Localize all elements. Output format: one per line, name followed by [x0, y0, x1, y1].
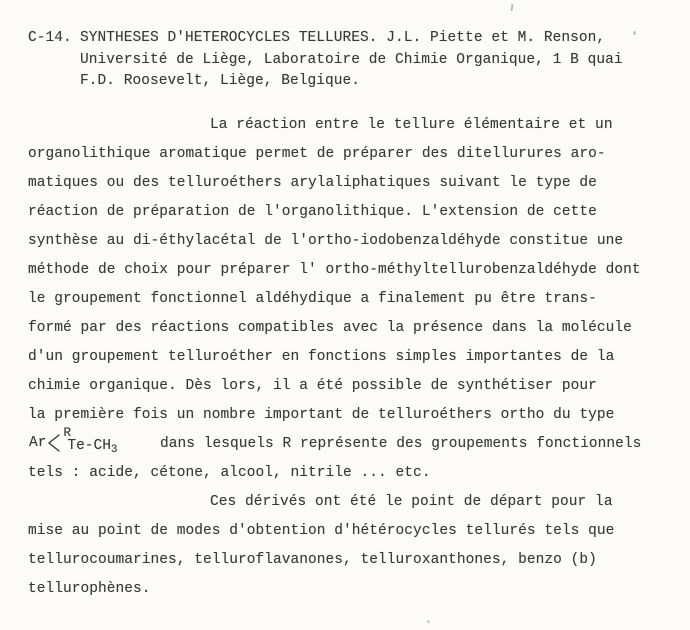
formula-branches — [62, 426, 117, 458]
body-line: chimie organique. Dès lors, il a été possible de synthétiser pour — [28, 378, 597, 394]
branch-bracket-icon — [47, 431, 61, 455]
telluro-subscript: 3 — [110, 444, 118, 456]
body-line: tellurophènes. — [28, 581, 151, 597]
entry-number: C-14. — [28, 30, 72, 46]
aryl-label: Ar — [29, 435, 47, 451]
scan-speckle — [510, 4, 513, 11]
body-line: dans lesquels R représente des groupements fonctionnels — [160, 436, 642, 452]
body-line: tels : acide, cétone, alcool, nitrile ... etc. — [28, 465, 431, 481]
body-line: tellurocoumarines, telluroflavanones, telluroxanthones, benzo (b) — [28, 552, 597, 568]
chemical-formula — [29, 426, 118, 458]
body-line: synthèse au di-éthylacétal de l'ortho-iodobenzaldéhyde constitue une — [28, 233, 624, 249]
scan-speckle — [633, 31, 636, 35]
body-line: mise au point de modes d'obtention d'hétérocycles tellurés tels que — [28, 523, 615, 539]
body-line: organolithique aromatique permet de préparer des ditellurures aro- — [28, 146, 606, 162]
title-author-line: SYNTHESES D'HETEROCYCLES TELLURES. J.L. Piette et M. Renson, — [80, 30, 606, 46]
scan-speckle — [427, 620, 430, 623]
telluro-group-label — [67, 439, 117, 458]
body-line: Ces dérivés ont été le point de départ pour la — [210, 494, 613, 510]
body-line: réaction de préparation de l'organolithique. L'extension de cette — [28, 204, 597, 220]
body-line: la première fois un nombre important de telluroéthers ortho du type — [28, 407, 615, 423]
body-line: matiques ou des telluroéthers arylaliphatiques suivant le type de — [28, 175, 597, 191]
body-line: méthode de choix pour préparer l' ortho-méthyltellurobenzaldéhyde dont — [28, 262, 641, 278]
affiliation-line-1: Université de Liège, Laboratoire de Chimie Organique, 1 B quai — [80, 52, 623, 68]
body-line: d'un groupement telluroéther en fonctions simples importantes de la — [28, 349, 615, 365]
body-line: le groupement fonctionnel aldéhydique a finalement pu être trans- — [28, 291, 597, 307]
body-line: formé par des réactions compatibles avec la présence dans la molécule — [28, 320, 632, 336]
body-line: La réaction entre le tellure élémentaire et un — [210, 117, 613, 133]
substituent-label: R — [63, 425, 72, 440]
affiliation-line-2: F.D. Roosevelt, Liège, Belgique. — [80, 73, 361, 89]
telluro-group-text: Te-CH — [67, 438, 111, 454]
